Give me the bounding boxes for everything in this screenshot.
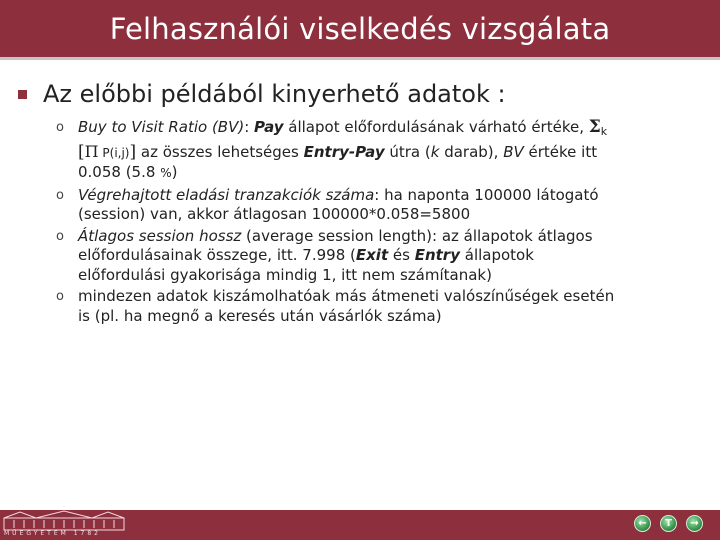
arrow-right-icon: →: [690, 518, 699, 529]
logo-caption: MŰEGYETEM 1782: [4, 530, 101, 537]
text-run: darab),: [439, 142, 504, 161]
sub-bullet-text: [78, 186, 616, 225]
title-divider: [0, 57, 720, 60]
circle-bullet-icon: o: [56, 120, 64, 135]
sub-bullet-list: [56, 118, 616, 326]
circle-bullet-icon: o: [56, 187, 64, 203]
text-run: állapotok előfordulási gyakorisága mindig 1, itt nem számítanak): [78, 246, 534, 284]
text-run: : ha naponta 100000 látogató (session) van, akkor átlagosan 100000*0.058=5800: [78, 185, 599, 223]
building-logo-icon: [0, 510, 128, 532]
slide-title: Felhasználói viselkedés vizsgálata: [109, 11, 611, 46]
text-run: Pay: [254, 118, 284, 136]
title-bar: [0, 0, 720, 57]
university-logo: [0, 510, 128, 540]
text-run: k: [600, 125, 608, 138]
text-run: Átlagos session hossz: [78, 226, 242, 245]
sub-bullet-item: [56, 186, 616, 225]
text-run: [: [78, 141, 85, 162]
sub-bullet-text: [78, 118, 616, 184]
text-run: Σ: [588, 117, 601, 137]
text-run: (average session length): az állapotok átlagos előfordulásainak összege, itt. 7.998 (: [78, 226, 593, 264]
sub-bullet-text: [78, 287, 616, 326]
text-run: k: [430, 142, 440, 161]
text-run: Π: [84, 141, 99, 161]
previous-slide-button[interactable]: [634, 515, 651, 532]
text-run: útra (: [384, 142, 431, 161]
circle-bullet-icon: o: [56, 228, 64, 244]
sub-bullet-text: [78, 227, 616, 286]
square-bullet-icon: [18, 90, 27, 99]
text-run: Entry-Pay: [303, 142, 385, 161]
text-run: ): [171, 163, 178, 181]
text-run: Exit: [355, 246, 389, 264]
text-run: %: [160, 166, 172, 180]
text-run: Buy to Visit Ratio (BV): [78, 118, 245, 136]
toc-icon: T: [665, 518, 672, 529]
text-run: mindezen adatok kiszámolhatóak más átmeneti valószínűségek esetén is (pl. ha megnő a keresés után vásárlók száma): [78, 287, 615, 325]
text-run: BV: [503, 142, 524, 161]
text-run: Entry: [414, 246, 460, 264]
text-run: :: [244, 118, 255, 136]
text-run: és: [388, 246, 415, 264]
text-run: Végrehajtott eladási tranzakciók száma: [78, 185, 375, 204]
circle-bullet-icon: o: [56, 289, 64, 304]
text-run: az összes lehetséges: [136, 142, 304, 161]
table-of-contents-button[interactable]: [660, 515, 677, 532]
main-bullet: [18, 80, 506, 108]
next-slide-button[interactable]: [686, 515, 703, 532]
text-run: ]: [129, 141, 137, 162]
arrow-left-icon: ←: [638, 518, 647, 529]
sub-bullet-item: [56, 227, 616, 286]
sub-bullet-item: [56, 118, 616, 184]
text-run: értéke itt 0.058 (5.8: [78, 142, 598, 181]
main-bullet-text: Az előbbi példából kinyerhető adatok :: [43, 80, 506, 108]
footer-bar: [0, 510, 720, 540]
text-run: állapot előfordulásának várható értéke,: [283, 118, 589, 136]
sub-bullet-item: [56, 287, 616, 326]
text-run: P(i,j): [98, 145, 130, 160]
